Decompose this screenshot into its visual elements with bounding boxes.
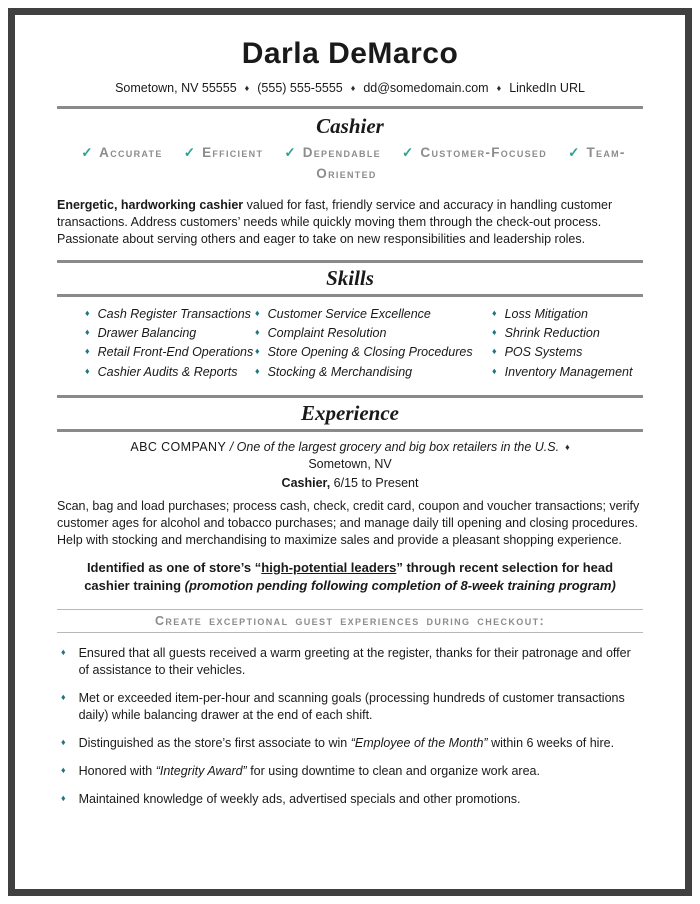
highlight-mid: ” through recent selection for head cashier training xyxy=(84,559,614,594)
highlight-italic: (promotion pending following completion of 8-week training program) xyxy=(184,578,616,594)
diamond-bullet-icon: ♦ xyxy=(61,736,66,747)
trait-label: Customer-Focused xyxy=(420,145,548,160)
employment-dates: 6/15 to Present xyxy=(333,475,419,490)
skill-item xyxy=(492,325,643,341)
diamond-bullet-icon: ♦ xyxy=(255,307,260,318)
contact-linkedin[interactable]: LinkedIn URL xyxy=(509,81,585,95)
section-rule xyxy=(57,106,643,109)
trait-label: Dependable xyxy=(302,145,381,160)
diamond-bullet-icon: ♦ xyxy=(255,327,260,338)
diamond-bullet-icon: ♦ xyxy=(85,365,90,376)
company-description: One of the largest grocery and big box retailers in the U.S. xyxy=(236,439,560,454)
skill-item xyxy=(255,364,492,380)
company-separator: / xyxy=(229,439,234,454)
candidate-name: Darla DeMarco xyxy=(241,37,459,70)
section-rule xyxy=(57,395,643,398)
skill-item xyxy=(85,306,255,322)
trait-label: Accurate xyxy=(99,145,163,160)
skill-item xyxy=(85,325,255,341)
bullet-text xyxy=(79,690,643,724)
diamond-separator-icon: ♦ xyxy=(565,441,570,452)
experience-bullets xyxy=(57,645,643,808)
check-icon: ✓ xyxy=(568,145,580,160)
bullet-text-italic: “Employee of the Month” xyxy=(350,735,488,750)
experience-section-header xyxy=(57,395,643,432)
trait-label: Team-Oriented xyxy=(316,145,626,181)
skill-item xyxy=(255,306,492,322)
traits-row xyxy=(66,143,634,185)
bullet-text-pre: Ensured that all guests received a warm greeting at the register, thanks for their patronage and offer of assistance to their vehicles. xyxy=(78,645,631,677)
diamond-bullet-icon: ♦ xyxy=(255,365,260,376)
section-rule xyxy=(57,260,643,263)
diamond-bullet-icon: ♦ xyxy=(61,646,66,657)
diamond-bullet-icon: ♦ xyxy=(61,764,66,775)
summary-paragraph xyxy=(57,197,643,248)
experience-heading: Experience xyxy=(301,400,399,425)
bullet-item xyxy=(61,791,643,808)
skill-item xyxy=(85,344,255,360)
diamond-bullet-icon: ♦ xyxy=(61,691,66,702)
section-rule xyxy=(57,429,643,432)
skill-label: Inventory Management xyxy=(504,364,633,379)
skills-heading: Skills xyxy=(326,265,374,290)
skill-item xyxy=(255,325,492,341)
trait-item xyxy=(177,145,271,160)
diamond-bullet-icon: ♦ xyxy=(61,792,66,803)
skill-label: Cash Register Transactions xyxy=(97,306,251,321)
company-line xyxy=(57,439,643,456)
skill-item xyxy=(492,344,643,360)
diamond-bullet-icon: ♦ xyxy=(492,346,497,357)
bullet-text xyxy=(79,763,540,780)
diamond-separator-icon: ♦ xyxy=(496,83,502,93)
summary-lead: Energetic, hardworking cashier xyxy=(57,197,244,212)
skill-item xyxy=(85,364,255,380)
skill-label: Retail Front-End Operations xyxy=(97,345,254,360)
contact-phone: (555) 555-5555 xyxy=(257,81,343,95)
diamond-separator-icon: ♦ xyxy=(350,83,356,93)
diamond-bullet-icon: ♦ xyxy=(492,365,497,376)
bullet-text-pre: Maintained knowledge of weekly ads, advertised specials and other promotions. xyxy=(78,791,521,806)
skills-column-1 xyxy=(85,306,255,383)
diamond-bullet-icon: ♦ xyxy=(85,327,90,338)
bullet-item xyxy=(61,690,643,724)
diamond-bullet-icon: ♦ xyxy=(85,307,90,318)
diamond-bullet-icon: ♦ xyxy=(255,346,260,357)
bullet-text-pre: Honored with xyxy=(78,763,156,778)
summary-body: valued for fast, friendly service and accuracy in handling customer transactions. Address customers’ needs while quickly moving them through the check-out process. Passionate about serving others and eager to take on new responsibilities and leadership roles. xyxy=(57,197,613,246)
bullet-item xyxy=(61,645,643,679)
bullet-text xyxy=(79,735,614,752)
company-location: Sometown, NV xyxy=(308,456,392,471)
skills-column-2 xyxy=(255,306,492,383)
skill-item xyxy=(492,306,643,322)
contact-line xyxy=(57,81,643,95)
skills-column-3 xyxy=(492,306,643,383)
resume-page xyxy=(8,8,692,896)
bullet-text-pre: Distinguished as the store’s first associate to win xyxy=(78,735,351,750)
section-rule xyxy=(57,294,643,297)
experience-description: Scan, bag and load purchases; process cash, check, credit card, coupon and voucher transactions; verify customer ages for alcohol and tobacco purchases; and manage daily till opening and closing procedures. Help with stocking and merchandising to maximize sales and provide a pleasant shopping experience. xyxy=(57,498,640,547)
skills-grid xyxy=(85,306,643,383)
trait-item xyxy=(395,145,554,160)
job-title-heading: Cashier xyxy=(316,114,384,138)
check-icon: ✓ xyxy=(81,145,93,160)
bullet-text-post: for using downtime to clean and organize work area. xyxy=(246,763,540,778)
diamond-separator-icon: ♦ xyxy=(244,83,250,93)
skill-label: Cashier Audits & Reports xyxy=(97,364,238,379)
skill-label: Customer Service Excellence xyxy=(267,306,431,321)
skill-label: Store Opening & Closing Procedures xyxy=(267,345,473,360)
trait-label: Efficient xyxy=(202,145,264,160)
bullet-item xyxy=(61,763,643,780)
skill-item xyxy=(255,344,492,360)
bullet-text-post: within 6 weeks of hire. xyxy=(487,735,615,750)
skill-label: Drawer Balancing xyxy=(97,326,197,341)
company-name: ABC COMPANY xyxy=(130,439,227,454)
skill-label: Shrink Reduction xyxy=(504,326,600,341)
position-title: Cashier, xyxy=(281,475,331,490)
highlight-pre: Identified as one of store’s “ xyxy=(86,559,262,575)
skills-section-header xyxy=(57,260,643,297)
contact-location: Sometown, NV 55555 xyxy=(115,81,237,95)
diamond-bullet-icon: ♦ xyxy=(492,307,497,318)
skill-label: Loss Mitigation xyxy=(504,306,588,321)
skill-label: Complaint Resolution xyxy=(267,326,387,341)
skill-label: Stocking & Merchandising xyxy=(267,364,413,379)
experience-subheading: Create exceptional guest experiences during checkout: xyxy=(57,609,643,633)
skill-item xyxy=(492,364,643,380)
bullet-text-italic: “Integrity Award” xyxy=(155,763,247,778)
trait-item xyxy=(277,145,388,160)
bullet-text xyxy=(79,645,643,679)
bullet-text-pre: Met or exceeded item-per-hour and scanning goals (processing hundreds of customer transactions daily) while balancing drawer at the end of each shift. xyxy=(78,690,625,722)
diamond-bullet-icon: ♦ xyxy=(492,327,497,338)
highlight-underlined: high-potential leaders xyxy=(261,559,397,575)
bullet-text xyxy=(79,791,521,808)
achievement-highlight xyxy=(75,559,625,596)
skill-label: POS Systems xyxy=(504,345,583,360)
check-icon: ✓ xyxy=(402,145,414,160)
check-icon: ✓ xyxy=(284,145,296,160)
check-icon: ✓ xyxy=(183,145,195,160)
trait-item xyxy=(74,145,169,160)
job-line xyxy=(57,476,643,490)
diamond-bullet-icon: ♦ xyxy=(85,346,90,357)
bullet-item xyxy=(61,735,643,752)
contact-email[interactable]: dd@somedomain.com xyxy=(363,81,489,95)
